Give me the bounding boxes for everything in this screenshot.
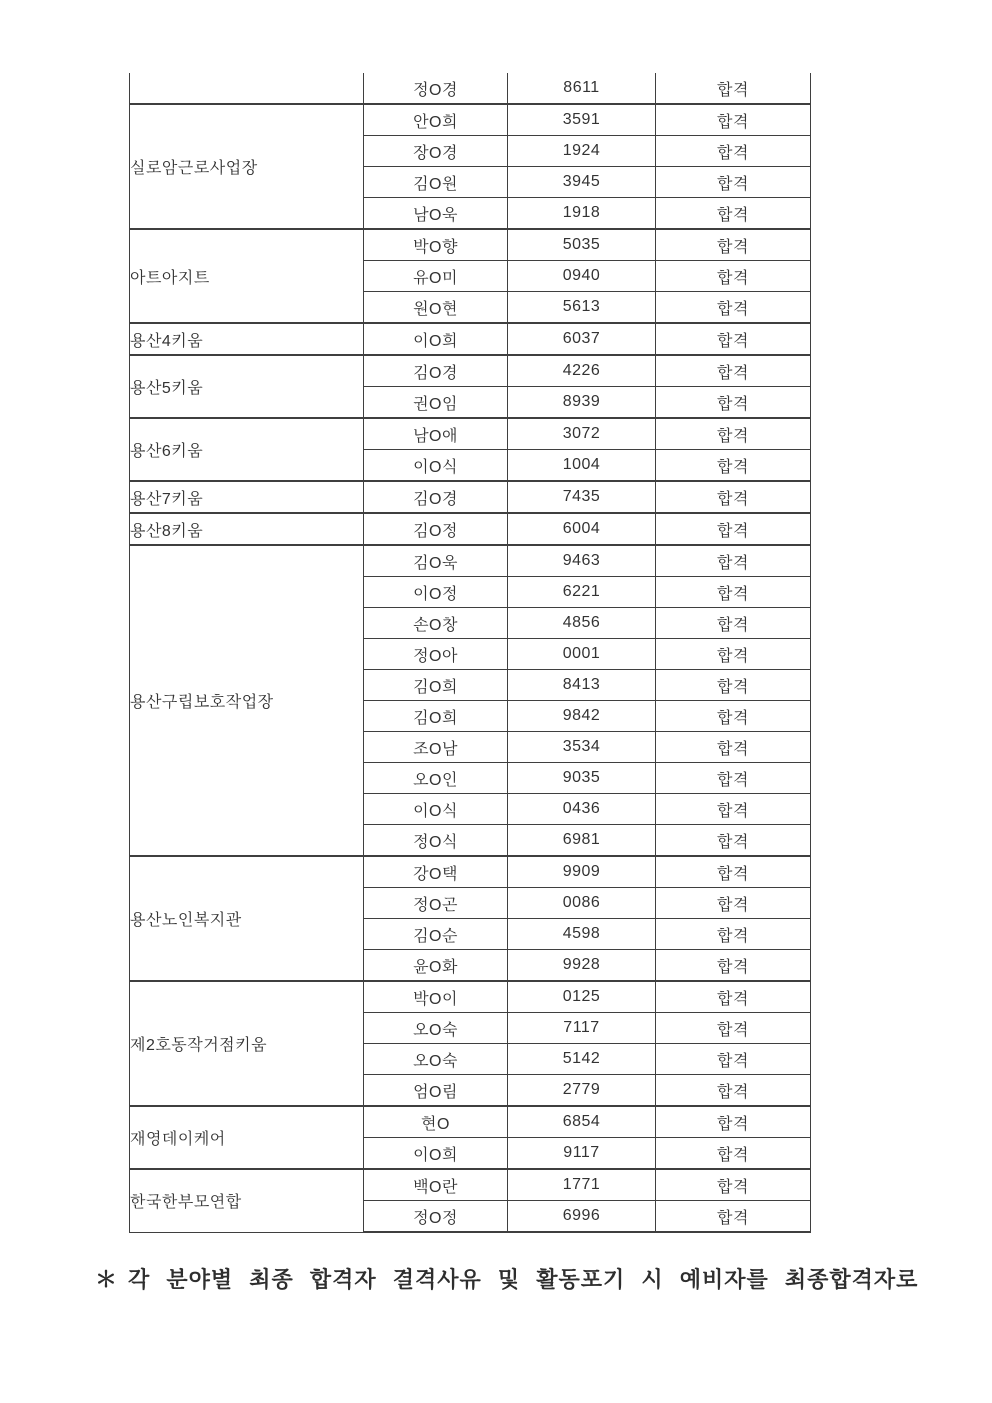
number-cell: 4226 bbox=[508, 355, 656, 387]
number-cell: 1004 bbox=[508, 450, 656, 482]
number-cell: 8939 bbox=[508, 387, 656, 419]
status-cell: 합격 bbox=[656, 545, 811, 577]
number-cell: 4598 bbox=[508, 919, 656, 950]
table-row bbox=[130, 1106, 811, 1138]
number-cell: 0086 bbox=[508, 888, 656, 919]
status-cell: 합격 bbox=[656, 639, 811, 670]
status-cell: 합격 bbox=[656, 1044, 811, 1075]
number-cell: 4856 bbox=[508, 608, 656, 639]
status-cell: 합격 bbox=[656, 950, 811, 982]
status-cell: 합격 bbox=[656, 1013, 811, 1044]
number-cell: 5035 bbox=[508, 229, 656, 261]
name-cell: 김O욱 bbox=[364, 545, 508, 577]
number-cell: 6981 bbox=[508, 825, 656, 857]
name-cell: 남O욱 bbox=[364, 198, 508, 230]
org-cell: 용산4키움 bbox=[130, 323, 364, 355]
org-cell: 제2호동작거점키움 bbox=[130, 981, 364, 1106]
name-cell: 김O경 bbox=[364, 481, 508, 513]
name-cell: 이O정 bbox=[364, 577, 508, 608]
status-cell: 합격 bbox=[656, 794, 811, 825]
org-cell: 재영데이케어 bbox=[130, 1106, 364, 1169]
status-cell: 합격 bbox=[656, 355, 811, 387]
status-cell: 합격 bbox=[656, 229, 811, 261]
name-cell: 강O택 bbox=[364, 856, 508, 888]
footnote-asterisk-marker: ＊ bbox=[95, 1267, 119, 1292]
name-cell: 김O순 bbox=[364, 919, 508, 950]
number-cell: 9842 bbox=[508, 701, 656, 732]
status-cell: 합격 bbox=[656, 1106, 811, 1138]
status-cell: 합격 bbox=[656, 323, 811, 355]
name-cell: 김O원 bbox=[364, 167, 508, 198]
status-cell: 합격 bbox=[656, 919, 811, 950]
number-cell: 7117 bbox=[508, 1013, 656, 1044]
status-cell: 합격 bbox=[656, 856, 811, 888]
number-cell: 6221 bbox=[508, 577, 656, 608]
number-cell: 6037 bbox=[508, 323, 656, 355]
status-cell: 합격 bbox=[656, 292, 811, 324]
status-cell: 합격 bbox=[656, 1138, 811, 1170]
status-cell: 합격 bbox=[656, 981, 811, 1013]
number-cell: 9463 bbox=[508, 545, 656, 577]
name-cell: 윤O화 bbox=[364, 950, 508, 982]
name-cell: 손O창 bbox=[364, 608, 508, 639]
org-cell: 용산7키움 bbox=[130, 481, 364, 513]
name-cell: 정O식 bbox=[364, 825, 508, 857]
table-row bbox=[130, 545, 811, 577]
number-cell: 5142 bbox=[508, 1044, 656, 1075]
number-cell: 9035 bbox=[508, 763, 656, 794]
name-cell: 현O bbox=[364, 1106, 508, 1138]
name-cell: 정O경 bbox=[364, 73, 508, 104]
name-cell: 김O희 bbox=[364, 701, 508, 732]
table-row bbox=[130, 73, 811, 104]
name-cell: 김O경 bbox=[364, 355, 508, 387]
name-cell: 오O숙 bbox=[364, 1013, 508, 1044]
number-cell: 0436 bbox=[508, 794, 656, 825]
table-row bbox=[130, 981, 811, 1013]
status-cell: 합격 bbox=[656, 198, 811, 230]
status-cell: 합격 bbox=[656, 670, 811, 701]
status-cell: 합격 bbox=[656, 825, 811, 857]
number-cell: 7435 bbox=[508, 481, 656, 513]
org-cell: 용산구립보호작업장 bbox=[130, 545, 364, 856]
number-cell: 3945 bbox=[508, 167, 656, 198]
name-cell: 남O애 bbox=[364, 418, 508, 450]
number-cell: 0940 bbox=[508, 261, 656, 292]
name-cell: 이O식 bbox=[364, 794, 508, 825]
name-cell: 오O인 bbox=[364, 763, 508, 794]
table-row bbox=[130, 355, 811, 387]
status-cell: 합격 bbox=[656, 73, 811, 104]
results-table bbox=[129, 73, 811, 1233]
number-cell: 0001 bbox=[508, 639, 656, 670]
number-cell: 9909 bbox=[508, 856, 656, 888]
name-cell: 안O희 bbox=[364, 104, 508, 136]
status-cell: 합격 bbox=[656, 104, 811, 136]
number-cell: 3072 bbox=[508, 418, 656, 450]
name-cell: 이O식 bbox=[364, 450, 508, 482]
org-cell: 한국한부모연합 bbox=[130, 1169, 364, 1232]
status-cell: 합격 bbox=[656, 387, 811, 419]
name-cell: 오O숙 bbox=[364, 1044, 508, 1075]
number-cell: 3591 bbox=[508, 104, 656, 136]
name-cell: 김O희 bbox=[364, 670, 508, 701]
number-cell: 2779 bbox=[508, 1075, 656, 1107]
name-cell: 유O미 bbox=[364, 261, 508, 292]
status-cell: 합격 bbox=[656, 261, 811, 292]
number-cell: 3534 bbox=[508, 732, 656, 763]
number-cell: 8413 bbox=[508, 670, 656, 701]
status-cell: 합격 bbox=[656, 888, 811, 919]
table-row bbox=[130, 418, 811, 450]
status-cell: 합격 bbox=[656, 732, 811, 763]
status-cell: 합격 bbox=[656, 136, 811, 167]
status-cell: 합격 bbox=[656, 701, 811, 732]
name-cell: 박O이 bbox=[364, 981, 508, 1013]
number-cell: 6004 bbox=[508, 513, 656, 545]
name-cell: 엄O림 bbox=[364, 1075, 508, 1107]
number-cell: 6996 bbox=[508, 1201, 656, 1233]
status-cell: 합격 bbox=[656, 608, 811, 639]
number-cell: 1918 bbox=[508, 198, 656, 230]
org-cell: 실로암근로사업장 bbox=[130, 104, 364, 229]
number-cell: 9117 bbox=[508, 1138, 656, 1170]
name-cell: 김O정 bbox=[364, 513, 508, 545]
number-cell: 1771 bbox=[508, 1169, 656, 1201]
footnote-text: 각 분야별 최종 합격자 결격사유 및 활동포기 시 예비자를 최종합격자로 bbox=[128, 1267, 919, 1292]
org-cell: 용산8키움 bbox=[130, 513, 364, 545]
status-cell: 합격 bbox=[656, 513, 811, 545]
table-row bbox=[130, 229, 811, 261]
org-cell: 용산노인복지관 bbox=[130, 856, 364, 981]
org-cell: 아트아지트 bbox=[130, 229, 364, 323]
footer-note bbox=[95, 1263, 919, 1294]
status-cell: 합격 bbox=[656, 1169, 811, 1201]
status-cell: 합격 bbox=[656, 577, 811, 608]
number-cell: 5613 bbox=[508, 292, 656, 324]
name-cell: 장O경 bbox=[364, 136, 508, 167]
status-cell: 합격 bbox=[656, 763, 811, 794]
table-row bbox=[130, 856, 811, 888]
number-cell: 1924 bbox=[508, 136, 656, 167]
number-cell: 0125 bbox=[508, 981, 656, 1013]
status-cell: 합격 bbox=[656, 1075, 811, 1107]
number-cell: 8611 bbox=[508, 73, 656, 104]
status-cell: 합격 bbox=[656, 167, 811, 198]
org-cell: 용산5키움 bbox=[130, 355, 364, 418]
number-cell: 9928 bbox=[508, 950, 656, 982]
org-cell bbox=[130, 73, 364, 104]
table-row bbox=[130, 481, 811, 513]
status-cell: 합격 bbox=[656, 1201, 811, 1233]
table-row bbox=[130, 323, 811, 355]
name-cell: 정O곤 bbox=[364, 888, 508, 919]
name-cell: 정O아 bbox=[364, 639, 508, 670]
table-row bbox=[130, 513, 811, 545]
name-cell: 조O남 bbox=[364, 732, 508, 763]
status-cell: 합격 bbox=[656, 418, 811, 450]
name-cell: 이O희 bbox=[364, 323, 508, 355]
table-row bbox=[130, 104, 811, 136]
name-cell: 권O임 bbox=[364, 387, 508, 419]
name-cell: 백O란 bbox=[364, 1169, 508, 1201]
name-cell: 박O향 bbox=[364, 229, 508, 261]
org-cell: 용산6키움 bbox=[130, 418, 364, 481]
number-cell: 6854 bbox=[508, 1106, 656, 1138]
name-cell: 이O희 bbox=[364, 1138, 508, 1170]
name-cell: 정O정 bbox=[364, 1201, 508, 1233]
status-cell: 합격 bbox=[656, 450, 811, 482]
name-cell: 원O현 bbox=[364, 292, 508, 324]
status-cell: 합격 bbox=[656, 481, 811, 513]
table-row bbox=[130, 1169, 811, 1201]
